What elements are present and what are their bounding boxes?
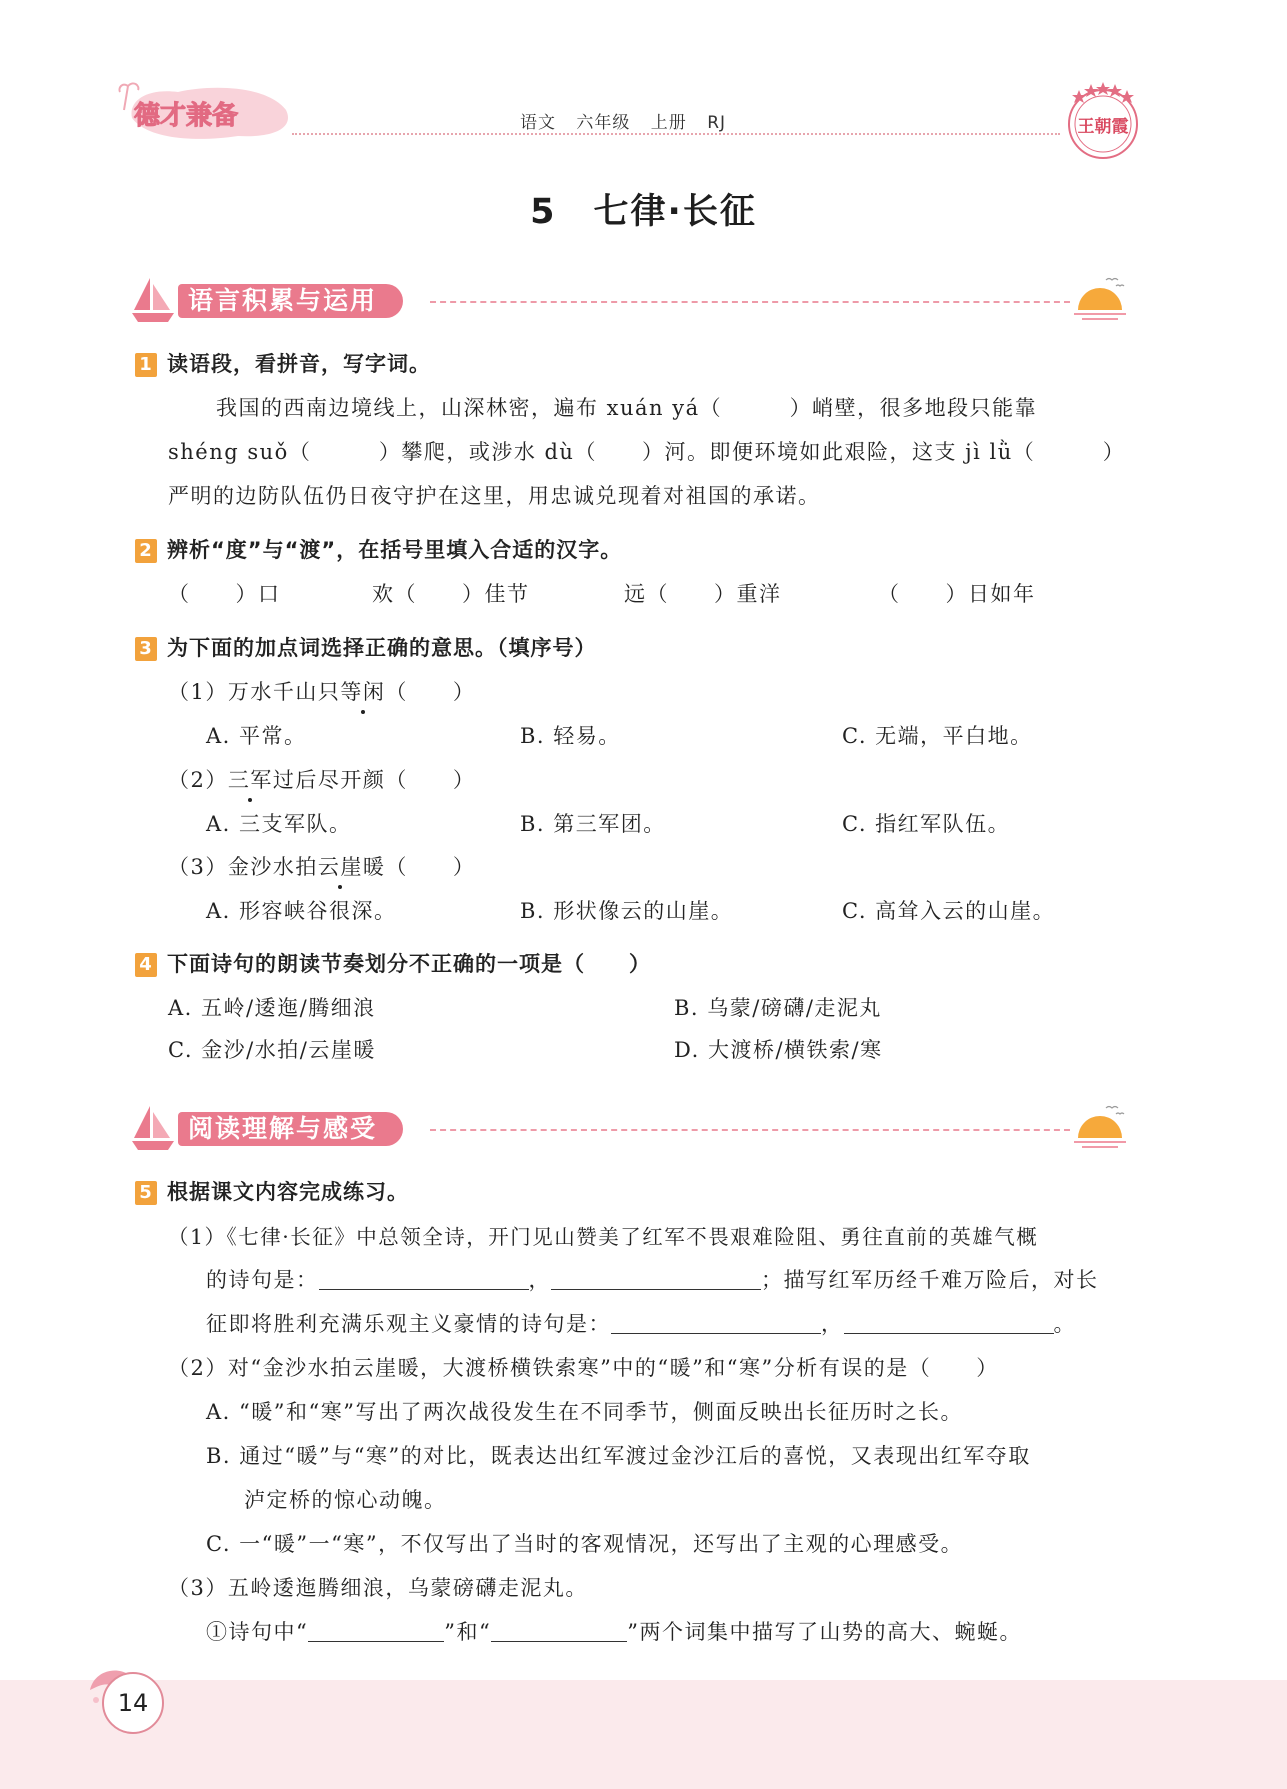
option-d: D. 大渡桥/横铁索/寒 [674, 1038, 883, 1062]
question-2-items [0, 578, 1287, 608]
question-5-part-3-item-1: ①诗句中“ ”和“ ”两个词集中描写了山势的高大、蜿蜒。 [206, 1620, 1022, 1644]
option-b: B. 第三军团。 [520, 812, 666, 836]
option-a: A. 平常。 [206, 724, 307, 748]
option-a: A. 形容峡谷很深。 [206, 899, 397, 923]
question-3-sub-3-options [0, 895, 1287, 925]
answer-blank[interactable] [844, 1313, 1054, 1334]
option-b: B. 乌蒙/磅礴/走泥丸 [674, 996, 882, 1020]
sunset-icon [1072, 272, 1130, 326]
question-5-part-2-option-a: A. “暖”和“寒”写出了两次战役发生在不同季节，侧面反映出长征历时之长。 [206, 1400, 963, 1424]
option-c: C. 高耸入云的山崖。 [842, 899, 1056, 923]
section-title: 语言积累与运用 [178, 284, 403, 318]
option-b: B. 形状像云的山崖。 [520, 899, 734, 923]
question-5-part-3: （3）五岭逶迤腾细浪，乌蒙磅礴走泥丸。 [168, 1576, 588, 1600]
question-1-line-1: 我国的西南边境线上，山深林密，遍布 xuán yá（ ）峭壁，很多地段只能靠 [216, 396, 1038, 420]
page-number: 14 [102, 1672, 164, 1734]
svg-text:德才兼备: 德才兼备 [134, 101, 239, 131]
question-4-options [0, 992, 1287, 1068]
svg-text:王朝霞: 王朝霞 [1077, 117, 1129, 137]
fill-item: 远（ ）重洋 [624, 582, 782, 606]
option-a: A. 五岭/逶迤/腾细浪 [168, 996, 376, 1020]
option-c: C. 金沙/水拍/云崖暖 [168, 1038, 376, 1062]
dotted-word: 云崖 [318, 851, 363, 881]
question-4-prompt: 4 下面诗句的朗读节奏划分不正确的一项是（ ） [135, 948, 651, 978]
question-5-part-2-option-b-cont: 泸定桥的惊心动魄。 [244, 1488, 447, 1512]
question-3-prompt: 3 为下面的加点词选择正确的意思。（填序号） [135, 632, 597, 662]
brand-logo [118, 80, 294, 142]
option-a: A. 三支军队。 [206, 812, 352, 836]
header-divider [292, 133, 1060, 135]
question-2-prompt: 2 辨析“度”与“渡”，在括号里填入合适的汉字。 [135, 534, 622, 564]
question-5-part-1-line-1: （1）《七律·长征》中总领全诗，开门见山赞美了红军不畏艰难险阻、勇往直前的英雄气概 [168, 1225, 1039, 1249]
option-c: C. 指红军队伍。 [842, 812, 1011, 836]
dotted-word: 等闲 [340, 676, 385, 706]
dotted-word: 三军 [228, 764, 273, 794]
question-5-part-2-option-b: B. 通过“暖”与“寒”的对比，既表达出红军渡过金沙江后的喜悦，又表现出红军夺取 [206, 1444, 1031, 1468]
question-5-part-2-option-c: C. 一“暖”一“寒”，不仅写出了当时的客观情况，还写出了主观的心理感受。 [206, 1532, 964, 1556]
question-5-prompt: 5 根据课文内容完成练习。 [135, 1176, 409, 1206]
question-number-badge: 2 [135, 539, 157, 563]
question-3-sub-1-options [0, 720, 1287, 750]
question-number-badge: 4 [135, 953, 157, 977]
question-number-badge: 3 [135, 637, 157, 661]
sunset-icon [1072, 1100, 1130, 1154]
sailboat-icon [130, 1104, 176, 1152]
section-divider [430, 1129, 1070, 1131]
sailboat-icon [130, 276, 176, 324]
section-banner-reading [130, 1100, 1130, 1158]
question-3-sub-2-options [0, 808, 1287, 838]
question-number-badge: 5 [135, 1181, 157, 1205]
page-title: 5 七律·长征 [530, 192, 757, 232]
question-5-part-1-line-2: 的诗句是： ， ；描写红军历经千难万险后，对长 [206, 1268, 1099, 1292]
fill-item: （ ）日如年 [878, 582, 1036, 606]
section-banner-language [130, 272, 1130, 330]
section-divider [430, 301, 1070, 303]
header-meta: 语文 六年级 上册 RJ [520, 113, 727, 133]
footer-band [0, 1680, 1287, 1789]
publisher-seal [1062, 76, 1144, 168]
option-c: C. 无端，平白地。 [842, 724, 1033, 748]
fill-item: 欢（ ）佳节 [372, 582, 530, 606]
option-b: B. 轻易。 [520, 724, 621, 748]
answer-blank[interactable] [319, 1269, 529, 1290]
fill-item: （ ）口 [168, 582, 281, 606]
question-5-part-2: （2）对“金沙水拍云崖暖，大渡桥横铁索寒”中的“暖”和“寒”分析有误的是（ ） [168, 1356, 999, 1380]
question-1-prompt: 1 读语段，看拼音，写字词。 [135, 348, 431, 378]
question-5-part-1-line-3: 征即将胜利充满乐观主义豪情的诗句是： ， 。 [206, 1312, 1076, 1336]
question-1-line-3: 严明的边防队伍仍日夜守护在这里，用忠诚兑现着对祖国的承诺。 [168, 484, 821, 508]
question-3-sub-1: （1）万水千山只等闲（ ） [168, 676, 475, 706]
answer-blank[interactable] [611, 1313, 821, 1334]
answer-blank[interactable] [308, 1621, 444, 1642]
answer-blank[interactable] [491, 1621, 627, 1642]
question-3-sub-3: （3）金沙水拍云崖暖（ ） [168, 851, 475, 881]
section-title: 阅读理解与感受 [178, 1112, 403, 1146]
answer-blank[interactable] [551, 1269, 761, 1290]
question-3-sub-2: （2）三军过后尽开颜（ ） [168, 764, 475, 794]
question-1-line-2: shéng suǒ（ ）攀爬，或涉水 dù（ ）河。即便环境如此艰险，这支 jì lǜ（ ） [168, 440, 1126, 464]
question-number-badge: 1 [135, 353, 157, 377]
